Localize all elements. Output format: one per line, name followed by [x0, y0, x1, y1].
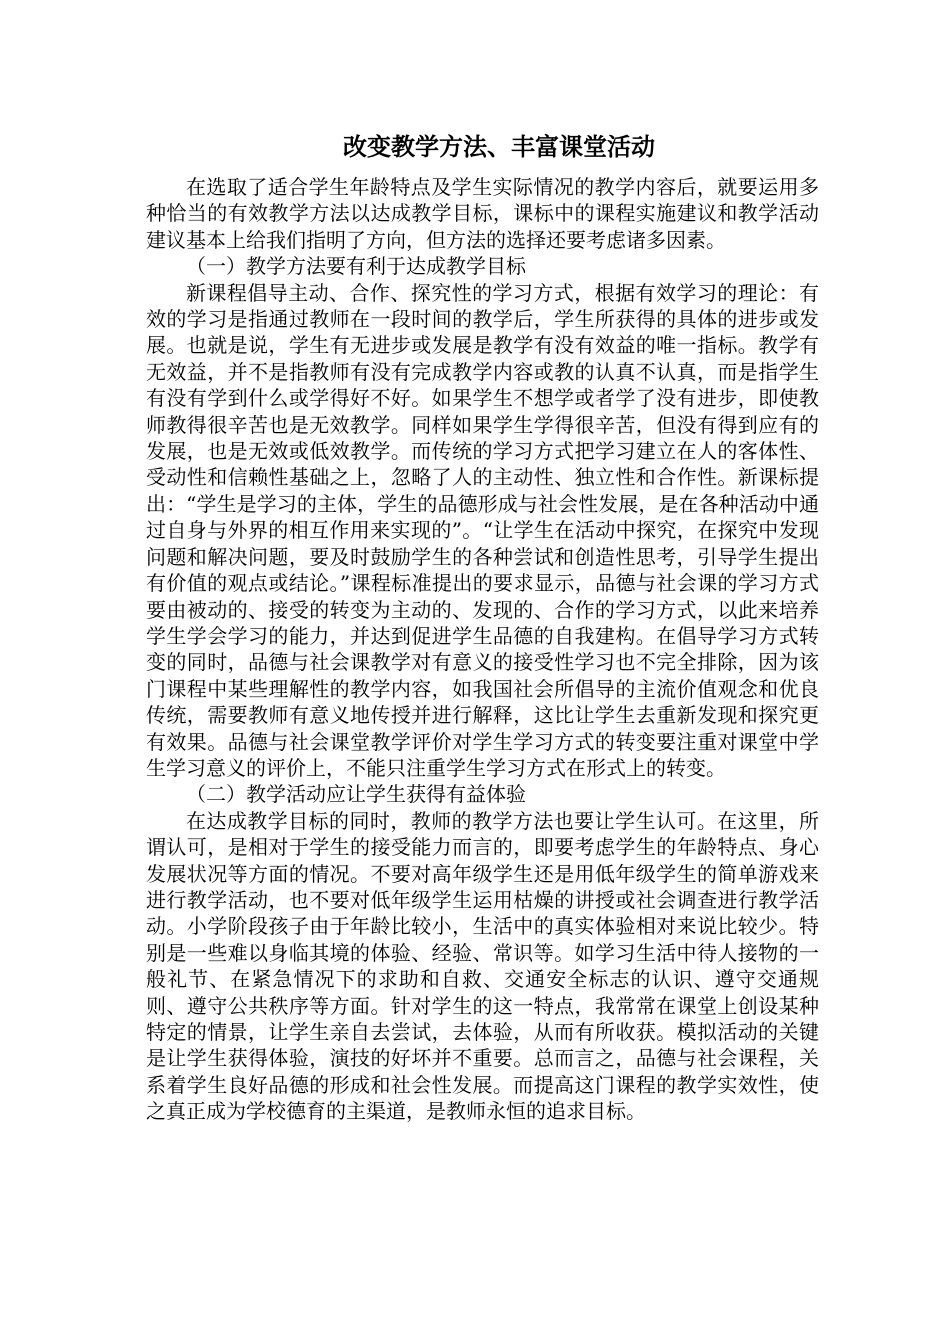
document-body: [146, 174, 819, 1125]
document-title: 改变教学方法、丰富课堂活动: [343, 132, 655, 161]
paragraph-section-1: 新课程倡导主动、合作、探究性的学习方式，根据有效学习的理论：有效的学习是指通过教师在一段时间的教学后，学生所获得的具体的进步或发展。也就是说，学生有无进步或发展是教学有没有效益的唯一指标。教学有无效益，并不是指教师有没有完成教学内容或教的认真不认真，而是指学生有没有学到什么或学得好不好。如果学生不想学或者学了没有进步，即使教师教得很辛苦也是无效教学。同样如果学生学得很辛苦，但没有得到应有的发展，也是无效或低效教学。而传统的学习方式把学习建立在人的客体性、受动性和信赖性基础之上，忽略了人的主动性、独立性和合作性。新课标提出：“学生是学习的主体，学生的品德形成与社会性发展，是在各种活动中通过自身与外界的相互作用来实现的”。“让学生在活动中探究，在探究中发现问题和解决问题，要及时鼓励学生的各种尝试和创造性思考，引导学生提出有价值的观点或结论。”课程标准提出的要求显示，品德与社会课的学习方式要由被动的、接受的转变为主动的、发现的、合作的学习方式，以此来培养学生学会学习的能力，并达到促进学生品德的自我建构。在倡导学习方式转变的同时，品德与社会课教学对有意义的接受性学习也不完全排除，因为该门课程中某些理解性的教学内容，如我国社会所倡导的主流价值观念和优良传统，需要教师有意义地传授并进行解释，这比让学生去重新发现和探究更有效果。品德与社会课堂教学评价对学生学习方式的转变要注重对课堂中学生学习意义的评价上，不能只注重学生学习方式在形式上的转变。: [146, 280, 819, 780]
paragraph-section-2: 在达成教学目标的同时，教师的教学方法也要让学生认可。在这里，所谓认可，是相对于学生的接受能力而言的，即要考虑学生的年龄特点、身心发展状况等方面的情况。不要对高年级学生还是用低年级学生的简单游戏来进行教学活动，也不要对低年级学生运用枯燥的讲授或社会调查进行教学活动。小学阶段孩子由于年龄比较小，生活中的真实体验相对来说比较少。特别是一些难以身临其境的体验、经验、常识等。如学习生活中待人接物的一般礼节、在紧急情况下的求助和自救、交通安全标志的认识、遵守交通规则、遵守公共秩序等方面。针对学生的这一特点，我常常在课堂上创设某种特定的情景，让学生亲自去尝试，去体验，从而有所收获。模拟活动的关键是让学生获得体验，演技的好坏并不重要。总而言之，品德与社会课程，关系着学生良好品德的形成和社会性发展。而提高这门课程的教学实效性，使之真正成为学校德育的主渠道，是教师永恒的追求目标。: [146, 808, 819, 1124]
section-heading-1: （一）教学方法要有利于达成教学目标: [186, 254, 526, 279]
paragraph-intro: 在选取了适合学生年龄特点及学生实际情况的教学内容后，就要运用多种恰当的有效教学方法以达成教学目标，课标中的课程实施建议和教学活动建议基本上给我们指明了方向，但方法的选择还要考虑诸多因素。: [146, 175, 819, 252]
section-heading-2: （二）教学活动应让学生获得有益体验: [186, 782, 526, 807]
